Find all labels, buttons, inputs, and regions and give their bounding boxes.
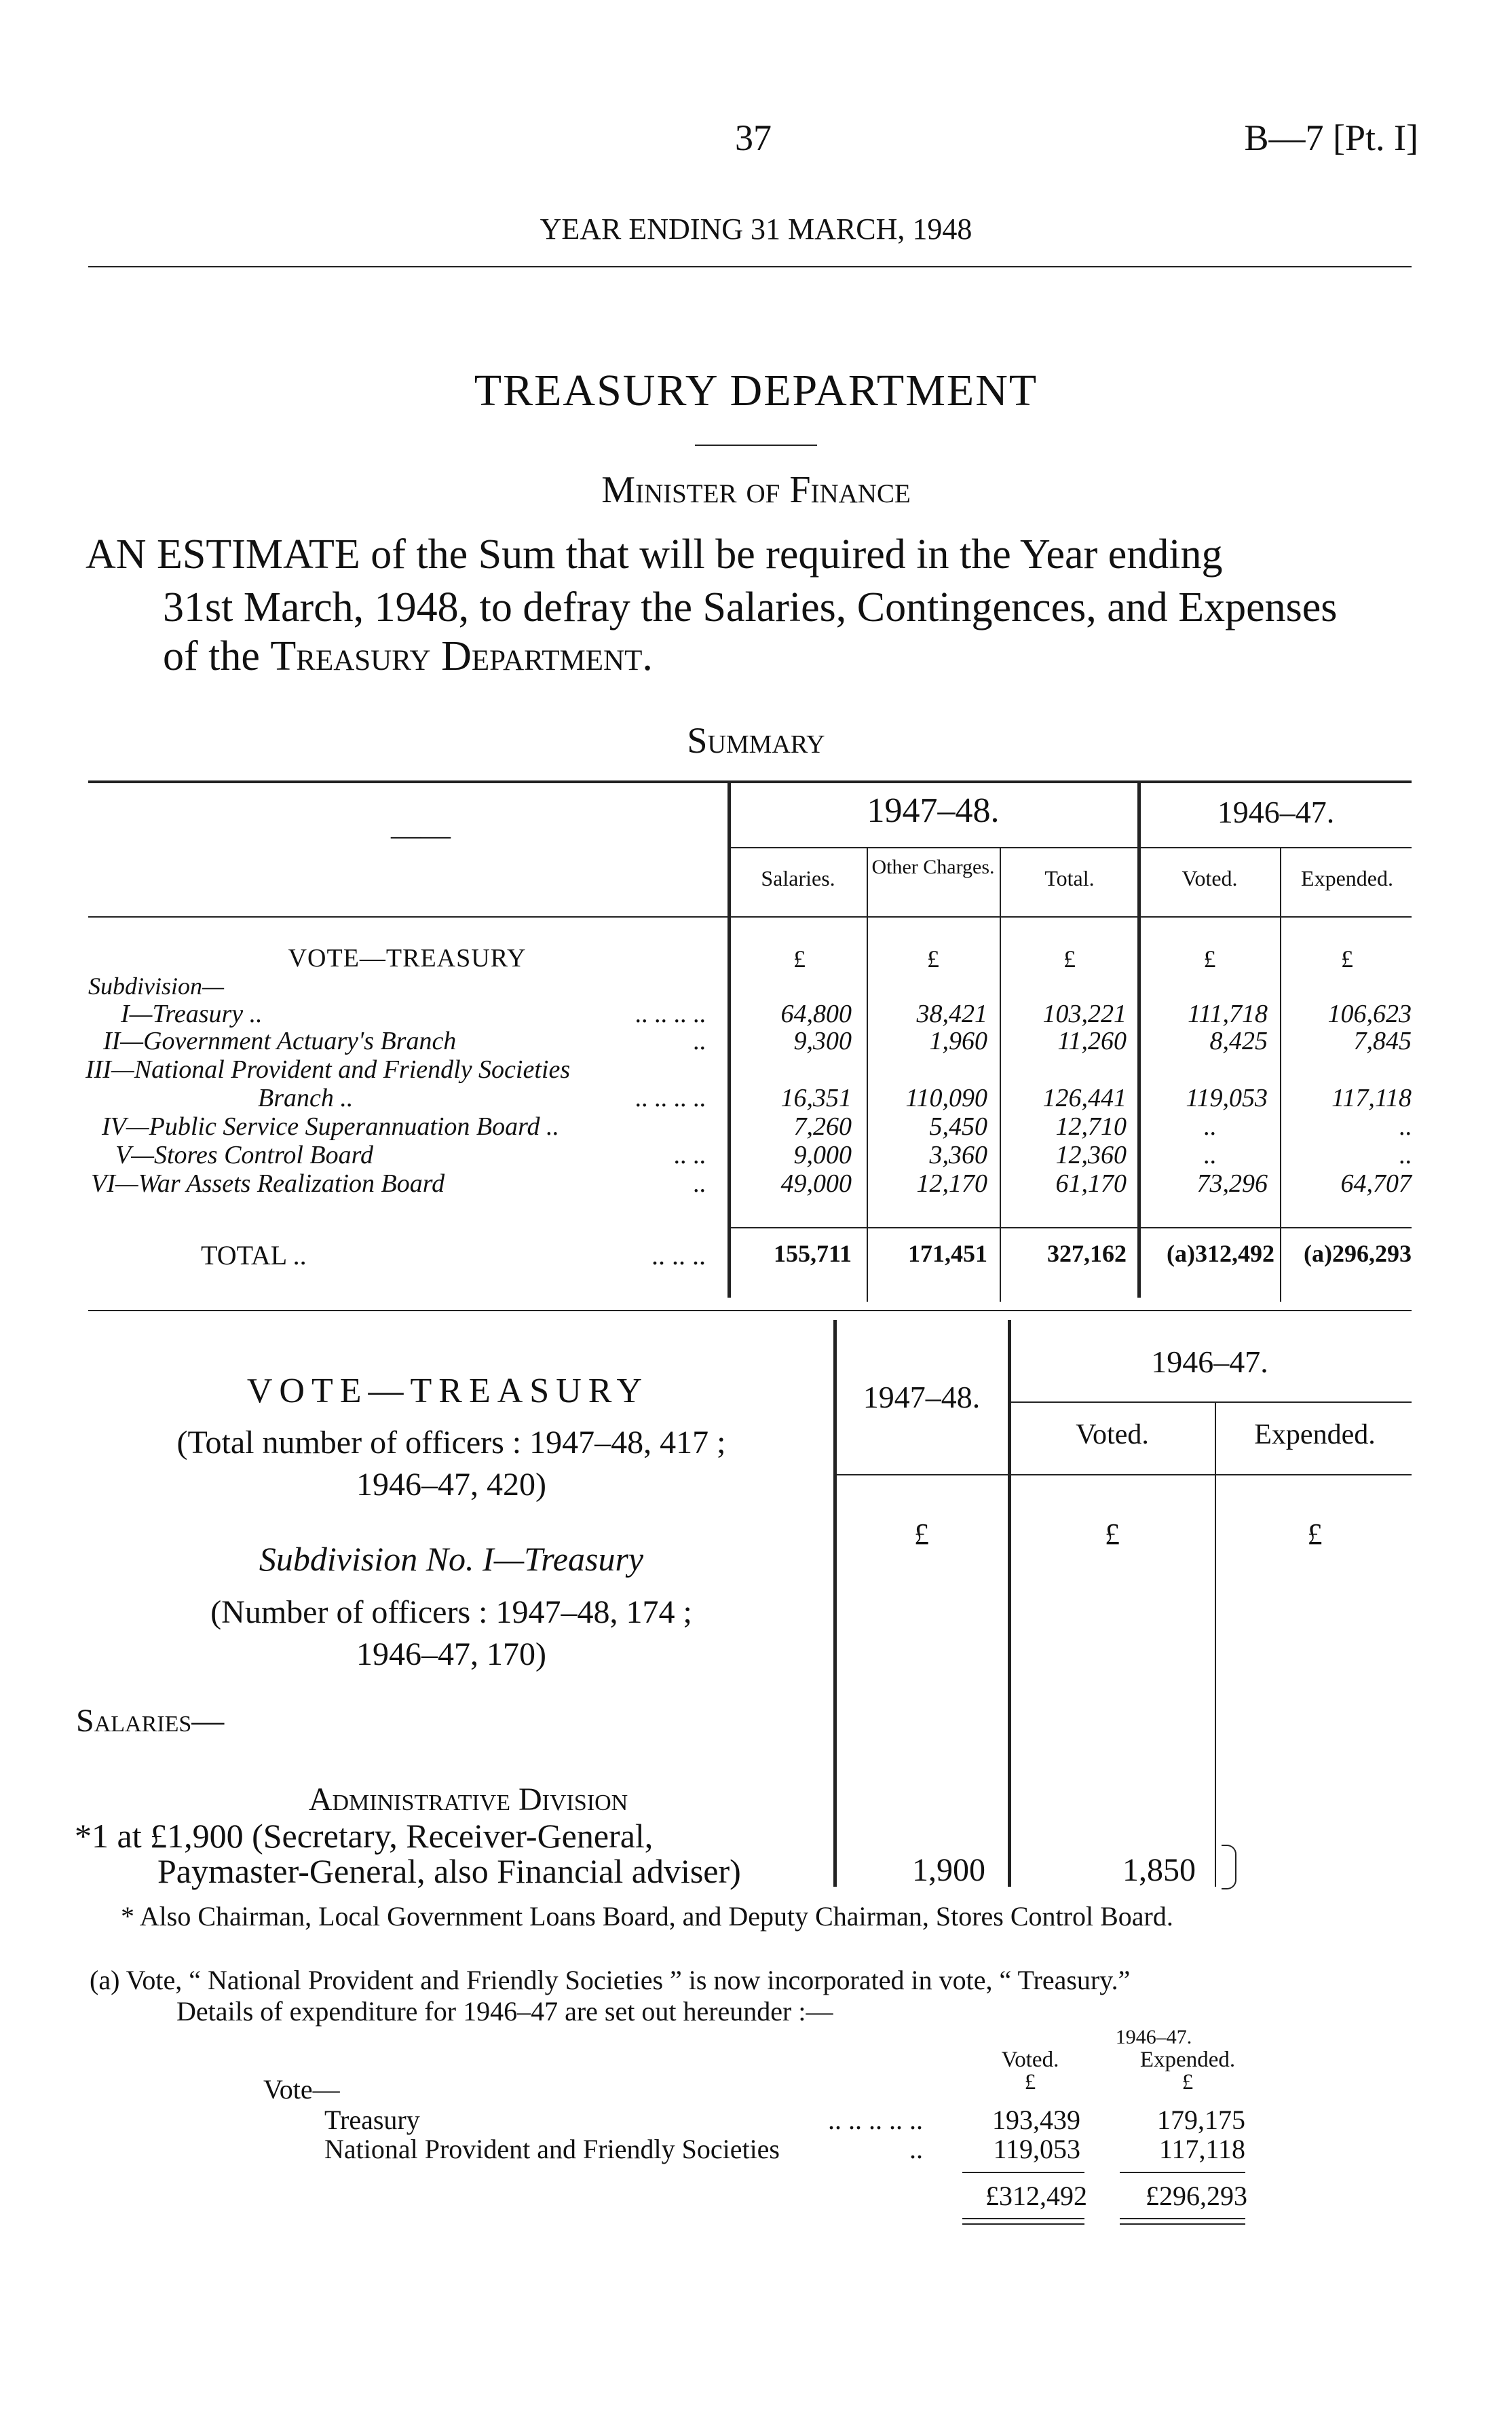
summary-cell: 126,441 [1042, 1084, 1127, 1112]
summary-total-cell: 171,451 [908, 1240, 987, 1267]
summary-row-dots: .. .. [673, 1141, 706, 1169]
summary-cell: 111,718 [1188, 1000, 1268, 1028]
footnote-a-row-expended: 117,118 [1158, 2134, 1245, 2164]
summary-total-dots: .. .. .. [651, 1240, 706, 1270]
footnote-a-total-rule-voted [962, 2172, 1084, 2173]
vote-salaries-label: Salaries— [76, 1703, 225, 1739]
summary-cell: 117,118 [1331, 1084, 1412, 1112]
vote-col-1947: 1947–48. [863, 1380, 981, 1414]
footnote-a-total-expended: £296,293 [1146, 2181, 1247, 2211]
title-rule [695, 445, 817, 446]
summary-cell: 12,170 [916, 1169, 987, 1198]
summary-currency-1: £ [793, 945, 806, 973]
summary-header-salaries: Salaries. [761, 866, 835, 890]
summary-header-voted: Voted. [1182, 866, 1238, 890]
summary-cell: 9,300 [793, 1027, 852, 1055]
vote-item-line-1: *1 at £1,900 (Secretary, Receiver-General, [75, 1817, 654, 1855]
summary-cell: 11,260 [1057, 1027, 1127, 1055]
summary-header-total: Total. [1044, 866, 1095, 890]
summary-cell: 7,260 [793, 1112, 852, 1141]
footnote-a-line-1: (a) Vote, “ National Provident and Friendly Societies ” is now incorporated in vote, “ Treasury.” [90, 1965, 1131, 1995]
summary-row-dots: .. .. .. .. [635, 1084, 706, 1112]
summary-col-1946: 1946–47. [1217, 795, 1335, 829]
summary-currency-2: £ [927, 945, 939, 973]
summary-header-bottom-rule [88, 916, 1412, 918]
vote-col-1946: 1946–47. [1151, 1344, 1268, 1379]
footnote-a-total-voted: £312,492 [985, 2181, 1087, 2211]
summary-total-top-rule [727, 1227, 1412, 1228]
summary-vote-title: VOTE—TREASURY [288, 944, 527, 973]
vote-subdivision: Subdivision No. I—Treasury [259, 1540, 644, 1578]
vote-vline-2 [1008, 1320, 1011, 1887]
summary-cell: 110,090 [905, 1084, 987, 1112]
summary-cell: 61,170 [1055, 1169, 1127, 1198]
vote-col-expended: Expended. [1254, 1419, 1376, 1450]
estimate-line-3-prefix: of the [163, 633, 260, 679]
footnote-a-row-label: Treasury [324, 2105, 420, 2135]
footnote-star: * Also Chairman, Local Government Loans Board, and Deputy Chairman, Stores Control Board. [121, 1901, 1173, 1932]
summary-cell: .. [1399, 1112, 1412, 1141]
summary-cell: 119,053 [1186, 1084, 1268, 1112]
summary-row-label: Branch .. [258, 1084, 354, 1112]
summary-dash: —— [391, 818, 451, 852]
page-number: 37 [735, 117, 772, 158]
vote-currency-1: £ [914, 1518, 929, 1551]
summary-cell: 5,450 [929, 1112, 987, 1141]
footnote-a-row-voted: 119,053 [993, 2134, 1080, 2164]
year-ending-line: YEAR ENDING 31 MARCH, 1948 [540, 212, 972, 246]
brace-icon [1222, 1845, 1236, 1889]
summary-cell: 3,360 [929, 1141, 987, 1169]
summary-cell: 64,800 [780, 1000, 852, 1028]
summary-cell: 38,421 [916, 1000, 987, 1028]
summary-row-label: V—Stores Control Board [115, 1141, 374, 1169]
footnote-a-row-label: National Provident and Friendly Societies [324, 2134, 780, 2164]
summary-vline-4 [1000, 847, 1001, 1302]
summary-cell: .. [1203, 1112, 1216, 1141]
vote-admin-division: Administrative Division [308, 1782, 628, 1818]
footnote-a-year: 1946–47. [1115, 2026, 1192, 2048]
summary-row-label: IV—Public Service Superannuation Board .. [102, 1112, 560, 1141]
footnote-a-vote-label: Vote— [263, 2074, 340, 2105]
vote-sub-officers-line-1: (Number of officers : 1947–48, 174 ; [210, 1594, 692, 1630]
summary-subheader-rule [727, 847, 1412, 848]
estimate-line-2: 31st March, 1948, to defray the Salaries, Contingences, and Expenses [163, 584, 1338, 630]
summary-subdivision-label: Subdivision— [88, 973, 225, 1000]
summary-cell: 12,710 [1055, 1112, 1127, 1141]
summary-currency-3: £ [1063, 945, 1076, 973]
footnote-a-double-rule-voted [962, 2218, 1084, 2225]
summary-cell: 1,960 [929, 1027, 987, 1055]
vote-col-1946-rule [1010, 1401, 1412, 1403]
summary-top-rule [88, 780, 1412, 783]
summary-header-other-charges: Other Charges. [871, 856, 995, 878]
summary-cell: 73,296 [1196, 1169, 1268, 1198]
vote-item-line-2: Paymaster-General, also Financial adviser) [157, 1852, 741, 1890]
summary-cell: 103,221 [1042, 1000, 1127, 1028]
vote-item-voted: 1,850 [1122, 1852, 1196, 1888]
vote-header-bottom-rule [836, 1474, 1412, 1475]
summary-row-dots: .. .. .. .. [635, 1000, 706, 1028]
footnote-a-currency-2: £ [1182, 2070, 1194, 2094]
footnote-a-voted: Voted. [1001, 2048, 1059, 2072]
minister-title: Minister of Finance [601, 469, 911, 511]
summary-heading: Summary [687, 720, 825, 761]
summary-currency-5: £ [1341, 945, 1353, 973]
department-title: TREASURY DEPARTMENT [474, 366, 1038, 415]
vote-officers-line-1: (Total number of officers : 1947–48, 417 ; [176, 1425, 726, 1461]
footnote-a-row-voted: 193,439 [992, 2105, 1080, 2135]
summary-cell: 12,360 [1055, 1141, 1127, 1169]
summary-row-dots: .. [693, 1169, 706, 1198]
summary-total-label: TOTAL .. [201, 1240, 307, 1270]
footnote-a-row-expended: 179,175 [1157, 2105, 1245, 2135]
header-rule [88, 266, 1412, 267]
document-reference: B—7 [Pt. I] [1244, 117, 1418, 158]
vote-title: VOTE—TREASURY [246, 1372, 649, 1410]
estimate-line-1: AN ESTIMATE of the Sum that will be required in the Year ending [86, 531, 1223, 578]
summary-cell: 9,000 [793, 1141, 852, 1169]
vote-item-1947: 1,900 [912, 1852, 985, 1888]
summary-cell: 7,845 [1353, 1027, 1412, 1055]
footnote-a-row-dots: .. .. .. .. .. [828, 2105, 923, 2135]
footnote-a-expended: Expended. [1139, 2048, 1236, 2072]
vote-col-voted: Voted. [1076, 1419, 1149, 1450]
footnote-a-line-2: Details of expenditure for 1946–47 are set out hereunder :— [176, 1996, 833, 2027]
summary-row-label: I—Treasury .. [121, 1000, 263, 1028]
vote-currency-2: £ [1105, 1518, 1120, 1551]
summary-bottom-rule [88, 1310, 1412, 1311]
summary-vline-3 [867, 847, 868, 1302]
summary-total-cell: 327,162 [1047, 1240, 1127, 1267]
summary-cell: 64,707 [1340, 1169, 1412, 1198]
summary-row-dots: .. [693, 1027, 706, 1055]
footnote-a-double-rule-expended [1120, 2218, 1245, 2225]
summary-col-1947: 1947–48. [867, 791, 1000, 830]
estimate-line-3 [163, 633, 1181, 681]
summary-cell: 49,000 [780, 1169, 852, 1198]
vote-officers-line-2: 1946–47, 420) [356, 1467, 546, 1503]
summary-currency-4: £ [1203, 945, 1216, 973]
vote-currency-3: £ [1307, 1518, 1323, 1551]
footnote-a-currency-1: £ [1024, 2070, 1036, 2094]
footnote-a-row-dots: .. [909, 2134, 923, 2164]
estimate-line-3-department: Treasury Department. [270, 633, 653, 679]
summary-cell: 106,623 [1327, 1000, 1412, 1028]
summary-vline-5 [1280, 847, 1281, 1302]
summary-cell: 8,425 [1209, 1027, 1268, 1055]
summary-cell: .. [1399, 1141, 1412, 1169]
vote-sub-officers-line-2: 1946–47, 170) [356, 1636, 546, 1672]
summary-row-label: III—National Provident and Friendly Societies [86, 1055, 571, 1084]
summary-cell: 16,351 [780, 1084, 852, 1112]
summary-cell: .. [1203, 1141, 1216, 1169]
summary-row-label: VI—War Assets Realization Board [91, 1169, 445, 1198]
summary-header-expended: Expended. [1301, 866, 1393, 890]
footnote-a-total-rule-expended [1120, 2172, 1245, 2173]
summary-total-cell: 155,711 [773, 1240, 852, 1267]
summary-total-cell: (a)312,492 [1167, 1240, 1274, 1267]
summary-row-label: II—Government Actuary's Branch [103, 1027, 457, 1055]
summary-total-cell: (a)296,293 [1304, 1240, 1412, 1267]
